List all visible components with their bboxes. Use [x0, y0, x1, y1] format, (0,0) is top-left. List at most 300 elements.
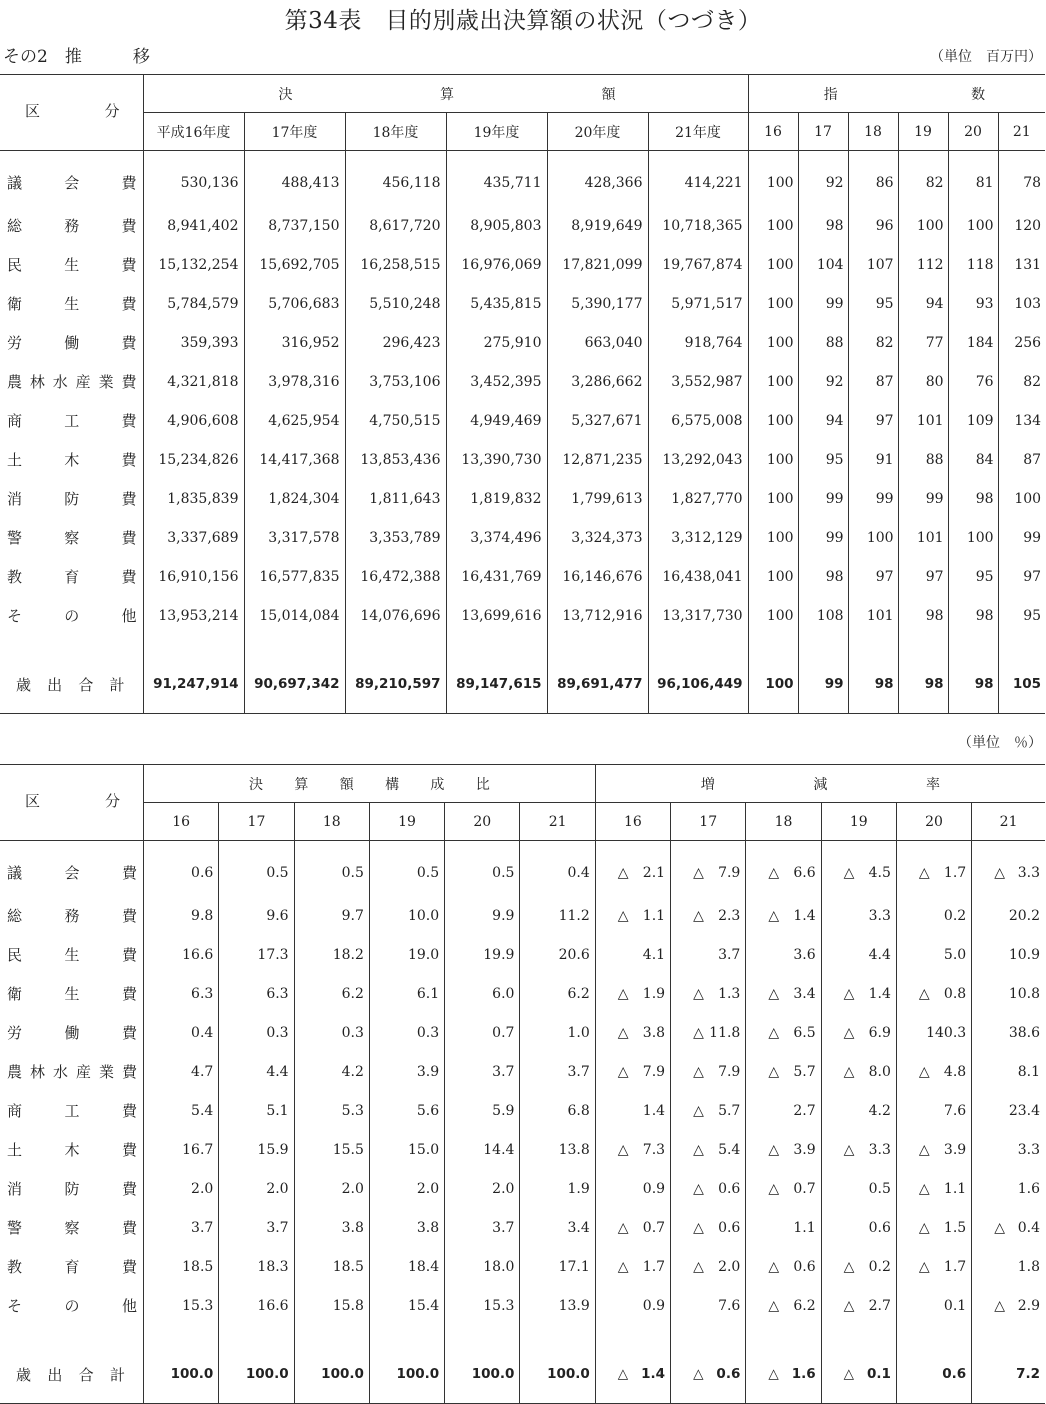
ratio-cell: 3.9: [369, 1052, 444, 1091]
change-number: 7.9: [642, 1063, 666, 1080]
change-number: 0.1: [943, 1297, 967, 1314]
ratio-cell: 15.3: [445, 1286, 520, 1325]
change-rate-cell: [595, 896, 670, 935]
row-label-text: [7, 1217, 137, 1238]
change-number: 4.5: [868, 864, 891, 881]
amount-cell: 14,076,696: [345, 596, 446, 635]
row-label: [0, 974, 144, 1013]
char: 成: [430, 776, 445, 793]
change-rate-value: [618, 1298, 665, 1314]
char: 務: [64, 907, 80, 925]
change-rate-value: [618, 1025, 665, 1041]
change-number: 7.2: [1016, 1366, 1040, 1382]
change-number: 2.0: [718, 1258, 741, 1275]
change-rate-value: [919, 1181, 966, 1197]
char: 費: [121, 373, 137, 391]
delta-mark: △: [918, 1219, 930, 1236]
amount-cell: 16,472,388: [345, 557, 446, 596]
change-rate-value: [844, 1220, 891, 1236]
index-cell: 98: [948, 479, 998, 518]
change-rate-value: [618, 908, 665, 924]
ratio-cell: 100.0: [144, 1325, 219, 1404]
index-cell: 87: [848, 362, 898, 401]
change-number: 8.1: [1017, 1063, 1040, 1080]
char: 木: [64, 1141, 80, 1159]
change-number: 3.3: [1017, 1141, 1040, 1158]
unit-label-bottom: （単位 ％）: [958, 735, 1042, 751]
char: 増: [700, 776, 715, 793]
change-rate-cell: [972, 841, 1045, 897]
change-rate-cell: [746, 1130, 821, 1169]
row-label: [0, 401, 143, 440]
ratio-cell: 11.2: [520, 896, 595, 935]
delta-mark: △: [768, 1258, 780, 1275]
change-rate-cell: [595, 1247, 670, 1286]
table-row: [0, 896, 1045, 935]
amount-cell: 5,435,815: [446, 284, 547, 323]
amount-cell: 4,750,515: [345, 401, 446, 440]
change-rate-value: [919, 1220, 966, 1236]
amount-cell: 19,767,874: [648, 245, 748, 284]
ratio-cell: 0.6: [144, 841, 219, 897]
change-rate-cell: [746, 1208, 821, 1247]
ratio-cell: 15.0: [369, 1130, 444, 1169]
change-rate-cell: [595, 1130, 670, 1169]
char: 比: [475, 776, 490, 793]
header-year: 18年度: [345, 113, 446, 151]
change-number: 4.2: [868, 1102, 891, 1119]
amount-cell: 5,784,579: [143, 284, 244, 323]
char: 商: [7, 412, 23, 430]
amount-cell: 1,811,643: [345, 479, 446, 518]
ratio-cell: 0.3: [219, 1013, 294, 1052]
settlement-amount-table: [0, 74, 1045, 714]
index-cell: 95: [848, 284, 898, 323]
header-year: 17: [219, 803, 294, 841]
header-group-kessan: [143, 75, 748, 113]
delta-mark: △: [994, 864, 1005, 881]
change-rate-cell: [821, 1169, 896, 1208]
change-rate-cell: [671, 1169, 746, 1208]
delta-mark: △: [918, 1180, 930, 1197]
ratio-cell: 14.4: [445, 1130, 520, 1169]
char: 費: [121, 174, 137, 192]
change-rate-cell: [821, 1325, 896, 1404]
amount-cell: 3,317,578: [244, 518, 345, 557]
index-cell: 100: [998, 479, 1045, 518]
header-index-year: 21: [998, 113, 1045, 151]
char: 教: [7, 568, 23, 586]
row-label: [0, 596, 143, 635]
header-year: 19: [821, 803, 896, 841]
delta-mark: △: [693, 1258, 704, 1275]
ratio-cell: 100.0: [445, 1325, 520, 1404]
amount-cell: 316,952: [244, 323, 345, 362]
change-rate-cell: [972, 1208, 1045, 1247]
table-row: [0, 401, 1045, 440]
change-rate-cell: [972, 1169, 1045, 1208]
amount-cell: 16,976,069: [446, 245, 547, 284]
char: 費: [121, 529, 137, 547]
ratio-cell: 9.8: [144, 896, 219, 935]
header-year: 16: [595, 803, 670, 841]
row-label-text: [7, 1139, 137, 1160]
change-rate-value: [919, 1103, 966, 1119]
ratio-cell: 4.2: [294, 1052, 369, 1091]
change-number: 1.4: [793, 907, 816, 924]
index-cell: 98: [798, 206, 848, 245]
header-year: 21年度: [648, 113, 748, 151]
header-year: 20: [445, 803, 520, 841]
amount-cell: 12,871,235: [547, 440, 648, 479]
index-cell: 109: [948, 401, 998, 440]
header-index-year: 16: [748, 113, 798, 151]
ratio-cell: 16.6: [219, 1286, 294, 1325]
char: 産: [76, 1063, 92, 1081]
delta-mark: △: [843, 985, 855, 1002]
delta-mark: △: [918, 864, 930, 881]
change-number: 8.0: [868, 1063, 891, 1080]
index-cell: 99: [798, 635, 848, 714]
change-number: 1.3: [718, 985, 741, 1002]
char: 察: [64, 1219, 80, 1237]
change-number: 1.9: [642, 985, 666, 1002]
table-row: [0, 974, 1045, 1013]
change-rate-cell: [671, 974, 746, 1013]
delta-mark: △: [768, 1063, 780, 1080]
amount-cell: 3,312,129: [648, 518, 748, 557]
char: 他: [121, 607, 137, 625]
change-rate-cell: [972, 896, 1045, 935]
change-rate-value: [994, 1366, 1040, 1382]
delta-mark: △: [918, 1258, 930, 1275]
char: 警: [7, 529, 23, 547]
unit-label-top: （単位 百万円）: [930, 49, 1042, 65]
header-kubun: [0, 75, 143, 151]
change-rate-cell: [595, 1325, 670, 1404]
delta-mark: △: [843, 1297, 855, 1314]
change-rate-value: [844, 1181, 891, 1197]
char: 生: [64, 256, 80, 274]
change-rate-value: [994, 1298, 1040, 1314]
amount-cell: 3,753,106: [345, 362, 446, 401]
change-number: 2.7: [793, 1102, 816, 1119]
index-cell: 93: [948, 284, 998, 323]
delta-mark: △: [617, 1024, 629, 1041]
index-cell: 120: [998, 206, 1045, 245]
header-group-kosei: [144, 765, 596, 803]
ratio-cell: 16.6: [144, 935, 219, 974]
delta-mark: △: [843, 864, 855, 881]
table-row: [0, 323, 1045, 362]
index-cell: 100: [748, 284, 798, 323]
header-index-year: 18: [848, 113, 898, 151]
amount-cell: 14,417,368: [244, 440, 345, 479]
change-rate-cell: [821, 1013, 896, 1052]
row-label-text: [7, 332, 137, 353]
change-number: 10.8: [1008, 985, 1040, 1002]
ratio-cell: 13.8: [520, 1130, 595, 1169]
change-rate-cell: [671, 1325, 746, 1404]
index-cell: 100: [948, 206, 998, 245]
char: 木: [64, 451, 80, 469]
change-rate-value: [768, 908, 815, 924]
char: 議: [7, 864, 23, 882]
change-rate-value: [844, 947, 891, 963]
change-rate-value: [994, 865, 1040, 881]
char: 防: [64, 1180, 80, 1198]
change-rate-cell: [746, 841, 821, 897]
row-label: [0, 1247, 144, 1286]
change-rate-cell: [595, 935, 670, 974]
change-rate-value: [768, 1181, 815, 1197]
change-rate-value: [693, 1220, 740, 1236]
index-cell: 118: [948, 245, 998, 284]
change-number: 3.8: [642, 1024, 666, 1041]
row-label-text: [7, 293, 137, 314]
char: 分: [105, 792, 121, 810]
amount-cell: 296,423: [345, 323, 446, 362]
header-year: 21: [972, 803, 1045, 841]
char: 指: [823, 86, 838, 103]
char: 出: [47, 1365, 63, 1384]
ratio-cell: 0.5: [445, 841, 520, 897]
char: 決: [249, 776, 264, 793]
delta-mark: △: [768, 985, 780, 1002]
change-number: 7.6: [718, 1297, 741, 1314]
change-rate-cell: [746, 1247, 821, 1286]
char: 働: [64, 1024, 80, 1042]
char: 水: [53, 1063, 69, 1081]
change-number: 5.4: [718, 1141, 741, 1158]
change-rate-value: [693, 1103, 740, 1119]
table-row: [0, 1247, 1045, 1286]
change-number: 1.7: [943, 1258, 967, 1275]
change-number: 1.8: [1017, 1258, 1040, 1275]
amount-cell: 530,136: [143, 151, 244, 207]
change-number: 1.7: [642, 1258, 666, 1275]
change-number: 140.3: [926, 1024, 967, 1041]
change-rate-cell: [896, 1208, 971, 1247]
row-label: [0, 284, 143, 323]
change-number: 5.0: [943, 946, 967, 963]
change-rate-cell: [671, 1091, 746, 1130]
char: 工: [64, 412, 80, 430]
ratio-cell: 6.2: [520, 974, 595, 1013]
change-number: 0.6: [793, 1258, 816, 1275]
ratio-cell: 19.9: [445, 935, 520, 974]
index-cell: 77: [898, 323, 948, 362]
row-label-text: [7, 410, 137, 431]
change-number: 0.7: [793, 1180, 816, 1197]
amount-cell: 918,764: [648, 323, 748, 362]
change-rate-value: [618, 1259, 665, 1275]
char: 生: [64, 295, 80, 313]
change-rate-value: [844, 1142, 891, 1158]
header-year: 19年度: [446, 113, 547, 151]
row-label-text: [7, 1061, 137, 1082]
table-row: [0, 557, 1045, 596]
amount-cell: 663,040: [547, 323, 648, 362]
change-rate-value: [994, 1220, 1040, 1236]
amount-cell: 8,905,803: [446, 206, 547, 245]
row-label-text: [7, 905, 137, 926]
ratio-cell: 3.8: [369, 1208, 444, 1247]
change-rate-value: [768, 1142, 815, 1158]
index-cell: 99: [848, 479, 898, 518]
amount-cell: 16,577,835: [244, 557, 345, 596]
change-number: 2.1: [642, 864, 666, 881]
index-cell: 95: [998, 596, 1045, 635]
amount-cell: 13,953,214: [143, 596, 244, 635]
amount-cell: 8,617,720: [345, 206, 446, 245]
index-cell: 100: [948, 518, 998, 557]
delta-mark: △: [617, 985, 629, 1002]
table-row: [0, 440, 1045, 479]
change-number: 3.3: [1017, 864, 1040, 881]
change-rate-cell: [972, 1286, 1045, 1325]
char: 土: [7, 1141, 23, 1159]
index-cell: 112: [898, 245, 948, 284]
delta-mark: △: [617, 1219, 629, 1236]
change-rate-cell: [746, 896, 821, 935]
char: 費: [121, 412, 137, 430]
table-row: [0, 518, 1045, 557]
char: 費: [122, 946, 138, 964]
table-row: [0, 362, 1045, 401]
row-label-text: [7, 254, 137, 275]
index-cell: 100: [748, 245, 798, 284]
row-label: [0, 1286, 144, 1325]
char: 費: [122, 907, 138, 925]
char: 総: [7, 217, 23, 235]
change-rate-value: [919, 986, 966, 1002]
amount-cell: 13,712,916: [547, 596, 648, 635]
change-rate-cell: [595, 1169, 670, 1208]
delta-mark: △: [843, 1258, 855, 1275]
index-cell: 100: [748, 596, 798, 635]
change-number: 5.7: [793, 1063, 816, 1080]
index-cell: 98: [898, 635, 948, 714]
ratio-cell: 18.5: [144, 1247, 219, 1286]
delta-mark: △: [693, 907, 704, 924]
change-rate-cell: [896, 1169, 971, 1208]
amount-cell: 89,147,615: [446, 635, 547, 714]
index-cell: 88: [798, 323, 848, 362]
row-label: [0, 362, 143, 401]
ratio-cell: 6.1: [369, 974, 444, 1013]
change-number: 0.2: [868, 1258, 891, 1275]
char: 労: [7, 1024, 23, 1042]
char: 察: [64, 529, 80, 547]
char: 構: [385, 776, 400, 793]
char: 林: [30, 1063, 46, 1081]
header-year: 21: [520, 803, 595, 841]
char: 生: [64, 946, 80, 964]
amount-cell: 90,697,342: [244, 635, 345, 714]
index-cell: 100: [748, 401, 798, 440]
char: 費: [122, 1258, 138, 1276]
table-row: [0, 596, 1045, 635]
amount-cell: 1,819,832: [446, 479, 547, 518]
char: 会: [64, 864, 80, 882]
index-cell: 82: [998, 362, 1045, 401]
index-cell: 100: [748, 479, 798, 518]
ratio-cell: 1.9: [520, 1169, 595, 1208]
ratio-cell: 15.8: [294, 1286, 369, 1325]
row-label: [0, 896, 144, 935]
amount-cell: 17,821,099: [547, 245, 648, 284]
row-label: [0, 1208, 144, 1247]
index-cell: 97: [848, 557, 898, 596]
ratio-cell: 2.0: [144, 1169, 219, 1208]
char: 決: [278, 86, 293, 103]
change-rate-cell: [896, 841, 971, 897]
row-label-text: [7, 371, 137, 392]
row-label-text: [7, 172, 137, 193]
delta-mark: △: [693, 985, 704, 1002]
change-rate-cell: [671, 841, 746, 897]
delta-mark: △: [768, 1366, 779, 1382]
amount-cell: 5,510,248: [345, 284, 446, 323]
change-rate-value: [768, 1025, 815, 1041]
amount-cell: 3,452,395: [446, 362, 547, 401]
change-rate-value: [994, 1103, 1040, 1119]
amount-cell: 1,835,839: [143, 479, 244, 518]
change-rate-value: [693, 1298, 740, 1314]
ratio-cell: 3.7: [445, 1208, 520, 1247]
change-rate-value: [693, 1142, 740, 1158]
change-rate-value: [768, 1220, 815, 1236]
amount-cell: 89,691,477: [547, 635, 648, 714]
delta-mark: △: [843, 1141, 855, 1158]
char: 警: [7, 1219, 23, 1237]
index-cell: 96: [848, 206, 898, 245]
change-rate-cell: [821, 1286, 896, 1325]
change-rate-cell: [821, 974, 896, 1013]
char: 衛: [7, 985, 23, 1003]
char: そ: [7, 1297, 23, 1315]
delta-mark: △: [768, 1024, 780, 1041]
header-year: 18: [294, 803, 369, 841]
delta-mark: △: [693, 1219, 704, 1236]
row-label: [0, 245, 143, 284]
row-label: [0, 206, 143, 245]
ratio-cell: 17.1: [520, 1247, 595, 1286]
char: の: [64, 1297, 80, 1315]
row-label: [0, 1091, 144, 1130]
ratio-cell: 5.3: [294, 1091, 369, 1130]
change-rate-value: [768, 1103, 815, 1119]
row-label: [0, 1013, 144, 1052]
change-number: 0.6: [942, 1366, 967, 1382]
composition-ratio-table: [0, 764, 1045, 1404]
char: 費: [121, 217, 137, 235]
change-rate-value: [844, 1025, 891, 1041]
change-rate-value: [994, 1181, 1040, 1197]
row-label: [0, 557, 143, 596]
change-rate-value: [618, 1366, 665, 1382]
index-cell: 98: [798, 557, 848, 596]
ratio-cell: 18.0: [445, 1247, 520, 1286]
change-number: 1.5: [943, 1219, 967, 1236]
amount-cell: 16,258,515: [345, 245, 446, 284]
delta-mark: △: [693, 1366, 704, 1382]
char: 率: [926, 776, 940, 793]
amount-cell: 6,575,008: [648, 401, 748, 440]
delta-mark: △: [693, 1102, 704, 1119]
amount-cell: 3,552,987: [648, 362, 748, 401]
